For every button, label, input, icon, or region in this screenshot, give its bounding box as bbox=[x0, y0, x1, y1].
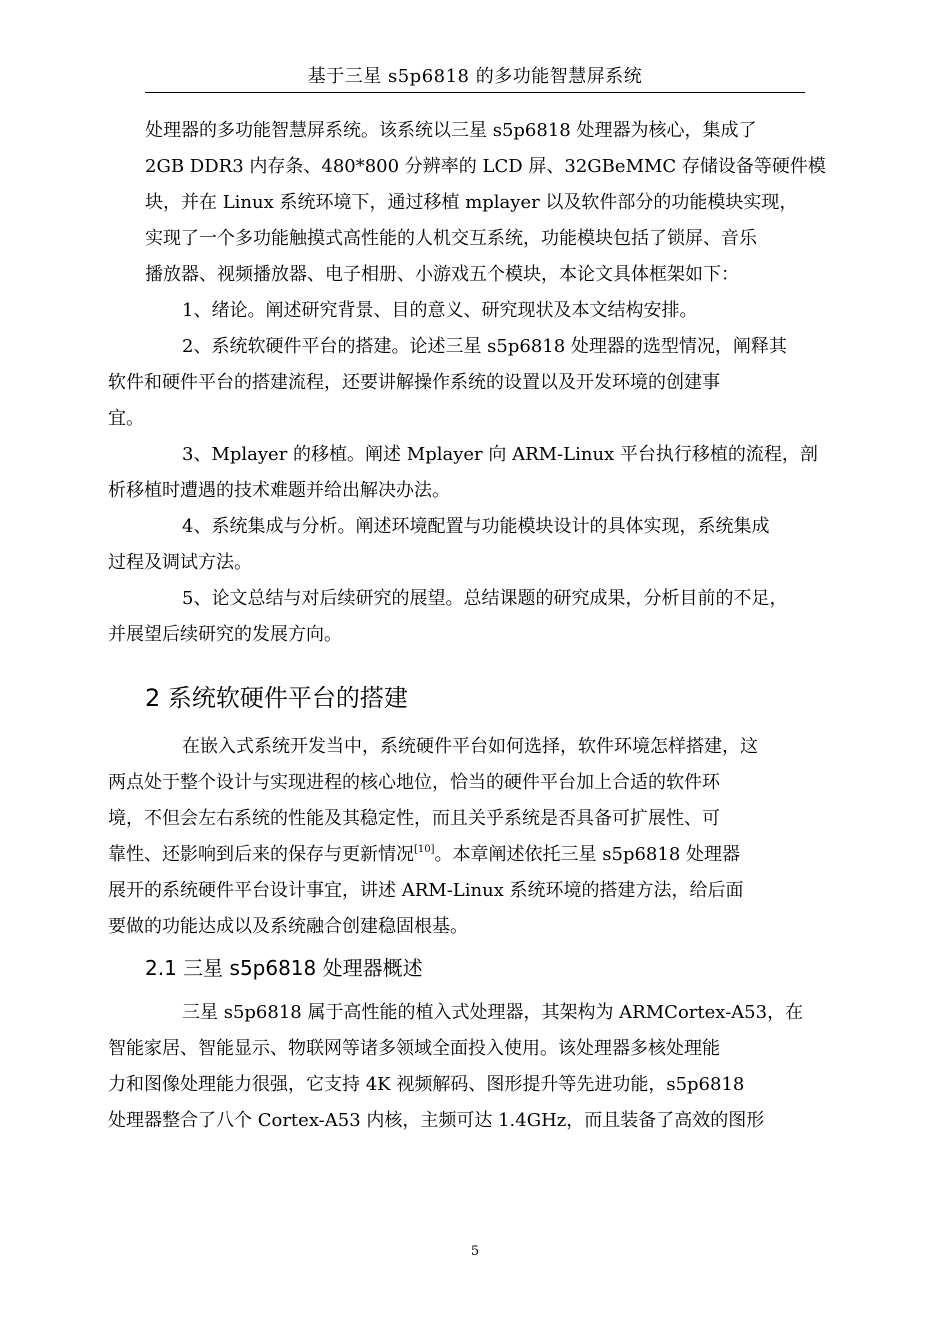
section-2-1-heading: 2.1 三星 s5p6818 处理器概述 bbox=[145, 956, 423, 980]
section-2-paragraph bbox=[108, 729, 825, 945]
text-line: 要做的功能达成以及系统融合创建稳固根基。 bbox=[108, 916, 468, 937]
text-line: 实现了一个多功能触摸式高性能的人机交互系统，功能模块包括了锁屏、音乐 bbox=[145, 228, 757, 249]
section-2-1-paragraph bbox=[108, 995, 825, 1139]
text-line: 并展望后续研究的发展方向。 bbox=[108, 624, 342, 645]
text-line: 2、系统软硬件平台的搭建。论述三星 s5p6818 处理器的选型情况，阐释其 bbox=[182, 336, 787, 357]
text-line: 软件和硬件平台的搭建流程，还要讲解操作系统的设置以及开发环境的创建事 bbox=[108, 372, 720, 393]
text-line: 处理器的多功能智慧屏系统。该系统以三星 s5p6818 处理器为核心，集成了 bbox=[145, 120, 757, 141]
text-line: 智能家居、智能显示、物联网等诸多领域全面投入使用。该处理器多核处理能 bbox=[108, 1038, 720, 1059]
header-rule bbox=[145, 92, 805, 93]
outline-item-4 bbox=[108, 509, 825, 581]
text-line: 力和图像处理能力很强，它支持 4K 视频解码、图形提升等先进功能，s5p6818 bbox=[108, 1074, 745, 1095]
text-line: 2GB DDR3 内存条、480*800 分辨率的 LCD 屏、32GBeMMC 存储设备等硬件模 bbox=[145, 156, 826, 177]
outline-item-5 bbox=[108, 581, 825, 653]
intro-paragraph bbox=[145, 113, 825, 293]
outline-item-1 bbox=[145, 293, 825, 329]
text-run: 。本章阐述依托三星 s5p6818 处理器 bbox=[434, 844, 740, 865]
running-header: 基于三星 s5p6818 的多功能智慧屏系统 bbox=[307, 66, 643, 87]
page-number: 5 bbox=[470, 1244, 480, 1259]
outline-item-2 bbox=[108, 329, 825, 437]
text-run: 靠性、还影响到后来的保存与更新情况 bbox=[108, 844, 414, 865]
text-line bbox=[108, 837, 825, 873]
citation-ref[interactable]: [10] bbox=[414, 844, 435, 855]
text-line: 1、绪论。阐述研究背景、目的意义、研究现状及本文结构安排。 bbox=[182, 300, 698, 321]
text-line: 播放器、视频播放器、电子相册、小游戏五个模块，本论文具体框架如下： bbox=[145, 264, 739, 285]
outline-item-3 bbox=[108, 437, 825, 509]
text-line: 三星 s5p6818 属于高性能的植入式处理器，其架构为 ARMCortex-A53，在 bbox=[182, 1002, 804, 1023]
text-line: 宜。 bbox=[108, 408, 144, 429]
text-line: 在嵌入式系统开发当中，系统硬件平台如何选择，软件环境怎样搭建，这 bbox=[182, 736, 758, 757]
text-line: 3、Mplayer 的移植。阐述 Mplayer 向 ARM-Linux 平台执行移植的流程，剖 bbox=[182, 444, 818, 465]
text-line: 展开的系统硬件平台设计事宜，讲述 ARM-Linux 系统环境的搭建方法，给后面 bbox=[108, 880, 744, 901]
text-line: 境，不但会左右系统的性能及其稳定性，而且关乎系统是否具备可扩展性、可 bbox=[108, 808, 720, 829]
section-2-heading: 2 系统软硬件平台的搭建 bbox=[145, 684, 408, 712]
text-line: 两点处于整个设计与实现进程的核心地位，恰当的硬件平台加上合适的软件环 bbox=[108, 772, 720, 793]
text-line: 析移植时遭遇的技术难题并给出解决办法。 bbox=[108, 480, 450, 501]
text-line: 5、论文总结与对后续研究的展望。总结课题的研究成果，分析目前的不足， bbox=[182, 588, 788, 609]
page-body bbox=[108, 113, 826, 1139]
text-line: 块，并在 Linux 系统环境下，通过移植 mplayer 以及软件部分的功能模块实现， bbox=[145, 192, 798, 213]
text-line: 4、系统集成与分析。阐述环境配置与功能模块设计的具体实现，系统集成 bbox=[182, 516, 770, 537]
text-line: 处理器整合了八个 Cortex-A53 内核，主频可达 1.4GHz，而且装备了高效的图形 bbox=[108, 1110, 765, 1131]
text-line: 过程及调试方法。 bbox=[108, 552, 252, 573]
